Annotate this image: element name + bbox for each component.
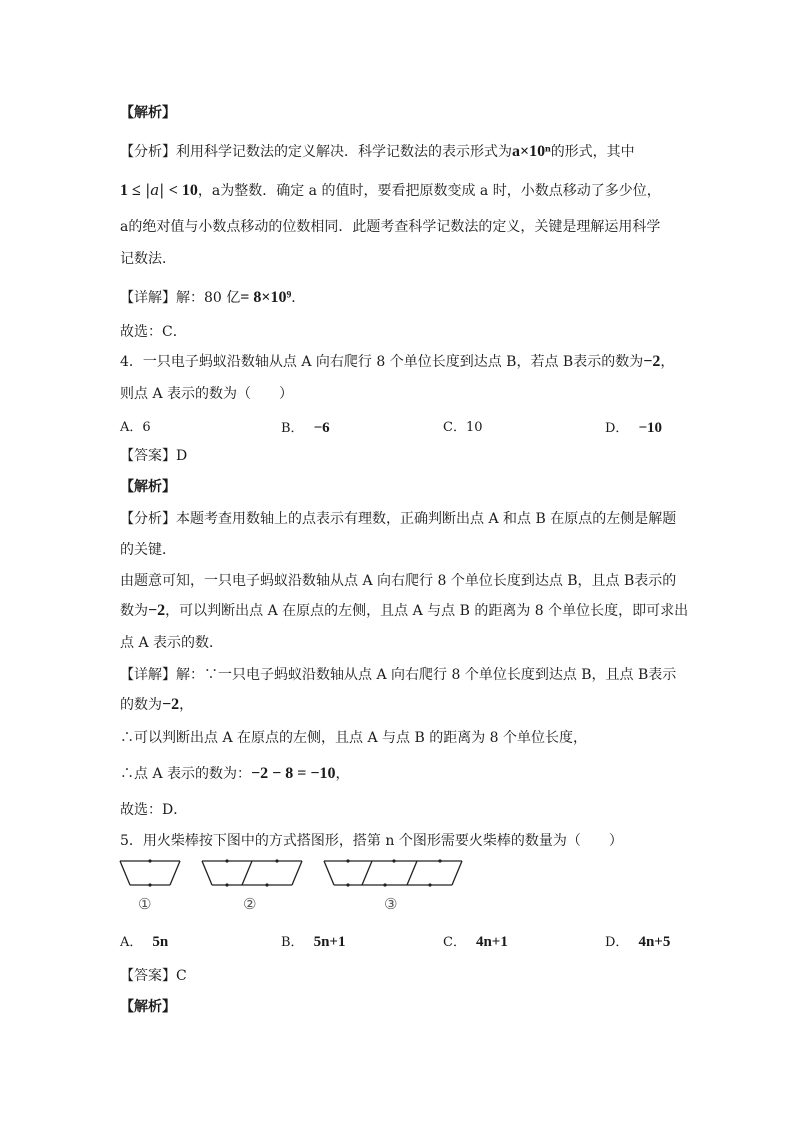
option-value: −6 (313, 420, 330, 436)
formula: 1 ≤ (120, 182, 141, 199)
text: ． (291, 290, 306, 306)
figure-1-label: ① (138, 895, 152, 913)
q4-detail-line-3: ∴可以判断出点 A 在原点的左侧，且点 A 与点 B 的距离为 8 个单位长度， (120, 730, 588, 746)
formula: a×10ⁿ (512, 143, 551, 160)
text: 【详解】解：80 亿 (120, 290, 241, 306)
q4-answer: 【答案】D (120, 448, 188, 464)
question-4-line-2: 则点 A 表示的数为（ ） (120, 386, 294, 402)
matchstick-figure-2 (200, 858, 305, 890)
figure-3-shape (324, 861, 462, 885)
text: 数为 (120, 603, 148, 619)
option-label: D． (605, 935, 629, 950)
formula: < 10 (168, 182, 198, 199)
q4-option-c (443, 418, 483, 438)
figure-3-joints (346, 859, 441, 886)
q4-detail-line-2 (120, 695, 193, 715)
text: ，a为整数．确定 a 的值时，要看把原数变成 a 时，小数点移动了多少位， (197, 183, 661, 199)
q5-option-c (443, 932, 508, 953)
detail-line (120, 288, 305, 308)
q5-answer: 【答案】C (120, 968, 187, 984)
section-heading-analysis: 【解析】 (120, 105, 176, 121)
figure-2-label: ② (243, 895, 257, 913)
option-label: A． (120, 935, 143, 950)
text: ∴点 A 表示的数为： (120, 766, 252, 782)
text: ， (660, 354, 675, 370)
formula: −2 − 8 = −10 (251, 765, 336, 782)
analysis-line-3: a的绝对值与小数点移动的位数相同．此题考查科学记数法的定义，关键是理解运用科学 (120, 219, 661, 235)
q4-para-line-2 (120, 601, 688, 621)
q5-option-d (605, 932, 670, 953)
figure-3-label: ③ (384, 895, 398, 913)
q4-option-b (281, 418, 330, 439)
question-5: 5．用火柴棒按下图中的方式搭图形，搭第 n 个图形需要火柴棒的数量为（ ） (120, 833, 623, 849)
figure-2-joints (225, 859, 278, 886)
figure-1-shape (120, 861, 180, 885)
matchstick-figure-1 (118, 858, 188, 890)
option-label: B． (281, 935, 304, 950)
formula: −2 (148, 602, 166, 619)
formula: |a| (145, 181, 165, 199)
text: ， (179, 697, 194, 713)
option-value: 5n (152, 934, 169, 950)
q4-para-line-1: 由题意可知，一只电子蚂蚁沿数轴从点 A 向右爬行 8 个单位长度到达点 B，且点 B表示的 (120, 573, 677, 589)
q4-analysis-line-1: 【分析】本题考查用数轴上的点表示有理数，正确判断出点 A 和点 B 在原点的左侧是解题 (120, 511, 677, 527)
option-value: −10 (638, 420, 662, 436)
q4-choice: 故选：D． (120, 802, 188, 818)
formula: −2 (643, 353, 661, 370)
option-value: 10 (465, 420, 483, 435)
q4-detail-line-1: 【详解】解：∵一只电子蚂蚁沿数轴从点 A 向右爬行 8 个单位长度到达点 B，且点 B表示 (120, 667, 677, 683)
figure-2-shape (202, 861, 302, 885)
q5-analysis-heading: 【解析】 (120, 999, 176, 1015)
analysis-line-4: 记数法． (120, 251, 176, 267)
option-value: 6 (142, 420, 151, 435)
q4-option-a (120, 418, 151, 438)
analysis-line-2 (120, 180, 661, 201)
q4-analysis-heading: 【解析】 (120, 479, 176, 495)
option-value: 4n+1 (475, 934, 508, 950)
choice-line: 故选：C． (120, 324, 187, 340)
figure-1-joints (148, 859, 151, 886)
matchstick-figure-3 (322, 858, 464, 890)
text: 4．一只电子蚂蚁沿数轴从点 A 向右爬行 8 个单位长度到达点 B，若点 B表示的数为 (120, 354, 644, 370)
text: 的数为 (120, 697, 162, 713)
option-value: 5n+1 (313, 934, 346, 950)
option-label: D． (605, 421, 629, 436)
text: 【分析】利用科学记数法的定义解决．科学记数法的表示形式为 (120, 144, 512, 160)
option-value: 4n+5 (638, 934, 671, 950)
option-label: B． (281, 421, 304, 436)
question-4-line-1 (120, 352, 674, 372)
analysis-line-1 (120, 142, 635, 162)
q4-option-d (605, 418, 662, 439)
text: 的形式，其中 (550, 144, 635, 160)
q4-analysis-line-2: 的关键． (120, 542, 176, 558)
formula: = 8×10⁹ (240, 289, 292, 306)
option-label: C． (443, 935, 466, 950)
formula: −2 (162, 696, 180, 713)
q5-option-a (120, 932, 168, 953)
text: ，可以判断出点 A 在原点的左侧，且点 A 与点 B 的距离为 8 个单位长度，即可求出 (165, 603, 689, 619)
option-label: C． (443, 420, 466, 435)
option-label: A． (120, 420, 143, 435)
q5-option-b (281, 932, 345, 953)
q4-para-line-3: 点 A 表示的数． (120, 635, 224, 651)
q4-detail-line-4 (120, 764, 349, 784)
text: ， (335, 766, 350, 782)
